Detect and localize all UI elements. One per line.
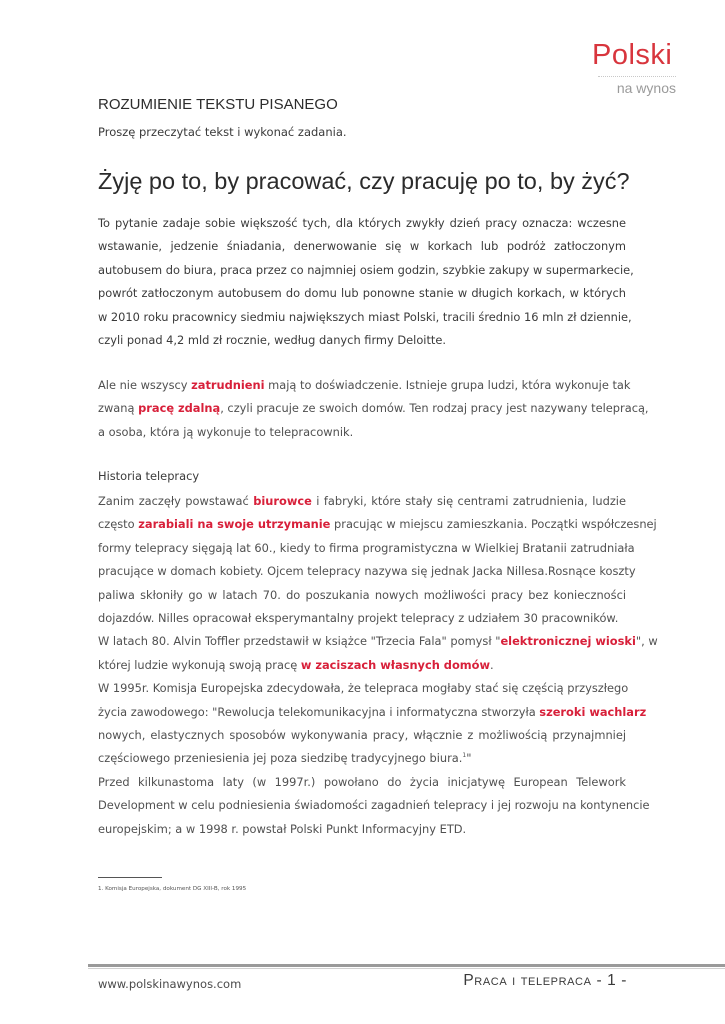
text-run: ", w <box>635 634 658 649</box>
section-title: ROZUMIENIE TEKSTU PISANEGO <box>98 96 338 113</box>
paragraph-intro <box>98 212 634 352</box>
text-run: często <box>98 517 139 532</box>
text-run: częściowego przeniesienia jej poza siedzibę tradycyjnego biura. <box>98 751 463 766</box>
text-line: autobusem do biura, praca przez co najmniej osiem godzin, szybkie zakupy w supermarkecie, <box>98 262 634 277</box>
text-run: której ludzie wykonują swoją pracę <box>98 657 301 672</box>
highlight-szeroki-wachlarz: szeroki wachlarz <box>539 704 647 719</box>
text-line: dojazdów. Nilles opracował eksperymantalny projekt telepracy z udziałem 30 pracowników. <box>98 611 619 626</box>
text-line: powrót zatłoczonym autobusem do domu lub ponowne stanie w długich korkach, w których <box>98 286 626 301</box>
footnote-text: 1. Komisja Europejska, dokument DG XIII-B, rok 1995 <box>98 886 247 892</box>
text-line: czyli ponad 4,2 mld zł rocznie, według danych firmy Deloitte. <box>98 333 447 348</box>
text-line: europejskim; a w 1998 r. powstał Polski Punkt Informacyjny ETD. <box>98 821 467 836</box>
text-line: w 2010 roku pracownicy siedmiu największych miast Polski, tracili średnio 16 mln zł dziennie, <box>98 309 632 324</box>
text-run: i fabryki, które stały się centrami zatrudnienia, ludzie <box>311 494 626 508</box>
history-heading: Historia telepracy <box>98 469 200 483</box>
footer-band <box>88 964 725 967</box>
text-run: " <box>466 751 472 766</box>
text-line <box>98 513 657 536</box>
text-run: W latach 80. Alvin Toffler przedstawił w książce "Trzecia Fala" pomysł " <box>98 634 501 649</box>
text-run: , czyli pracuje ze swoich domów. Ten rodzaj pracy jest nazywany telepracą, <box>220 401 649 416</box>
text-run: zwaną <box>98 401 139 416</box>
logo-dotted-divider <box>598 76 676 77</box>
footnote-divider <box>98 877 162 878</box>
footer-website-link[interactable]: www.polskinawynos.com <box>98 977 242 991</box>
highlight-zatrudnieni: zatrudnieni <box>191 378 265 392</box>
instruction-text: Proszę przeczytać tekst i wykonać zadania. <box>98 125 347 139</box>
footer-page-label: Praca i telepraca - 1 - <box>463 972 627 989</box>
highlight-zaciszach: w zaciszach własnych domów <box>300 657 491 672</box>
text-line: To pytanie zadaje sobie większość tych, dla których zwykły dzień pracy oznacza: wczesne <box>98 216 626 230</box>
text-line: Przed kilkunastoma laty (w 1997r.) powołano do życia inicjatywę European Telework <box>98 774 626 789</box>
text-line <box>98 701 647 724</box>
polski-na-wynos-logo <box>592 40 682 96</box>
text-line: wstawanie, jedzenie śniadania, denerwowanie się w korkach lub podróż zatłoczonym <box>98 239 626 254</box>
footer-band-thin <box>88 968 725 969</box>
text-line: paliwa skłoniły go w latach 70. do poszukania nowych możliwości pracy bez konieczności <box>98 587 626 602</box>
text-run: życia zawodowego: "Rewolucja telekomunikacyjna i informatyczna stworzyła <box>98 704 540 719</box>
text-line: Development w celu podniesienia świadomości zagadnień telepracy i jej rozwoju na kontynencie <box>98 798 650 813</box>
text-line <box>98 490 626 513</box>
text-line: formy telepracy sięgają lat 60., kiedy to firma programistyczna w Wielkiej Bratanii zatrudniała <box>98 540 635 555</box>
text-line: pracujące w domach kobiety. Ojcem telepracy nazywa się jednak Jacka Nillesa.Rosnące koszty <box>98 564 636 579</box>
text-line <box>98 374 631 397</box>
text-line <box>98 630 658 653</box>
paragraph-history <box>98 490 658 841</box>
text-line: nowych, elastycznych sposobów wykonywania pracy, włącznie z możliwością przynajmniej <box>98 728 626 743</box>
highlight-zarabiali: zarabiali na swoje utrzymanie <box>138 517 331 532</box>
text-run: mają to doświadczenie. Istnieje grupa ludzi, która wykonuje tak <box>264 378 631 392</box>
text-line <box>98 654 626 677</box>
paragraph-remote-work <box>98 374 649 444</box>
logo-sub-text: na wynos <box>616 80 676 96</box>
text-line: a osoba, która ją wykonuje to telepracownik. <box>98 424 354 439</box>
text-line <box>98 397 649 420</box>
highlight-elektronicznej-wioski: elektronicznej wioski <box>500 634 636 649</box>
text-run: . <box>490 657 494 672</box>
text-line: W 1995r. Komisja Europejska zdecydowała, że telepraca mogłaby stać się częścią przyszłego <box>98 681 629 696</box>
text-run: pracując w miejscu zamieszkania. Początki współczesnej <box>330 517 657 532</box>
logo-main-text: Polski <box>592 39 673 71</box>
footnote-ref: 1 <box>462 752 467 760</box>
text-line <box>98 747 626 770</box>
text-run: Zanim zaczęły powstawać <box>98 494 254 508</box>
article-title: Żyję po to, by pracować, czy pracuję po to, by żyć? <box>98 168 630 194</box>
text-run: Ale nie wszyscy <box>98 378 192 392</box>
highlight-biurowce: biurowce <box>253 494 312 508</box>
highlight-praca-zdalna: pracę zdalną <box>138 401 221 416</box>
